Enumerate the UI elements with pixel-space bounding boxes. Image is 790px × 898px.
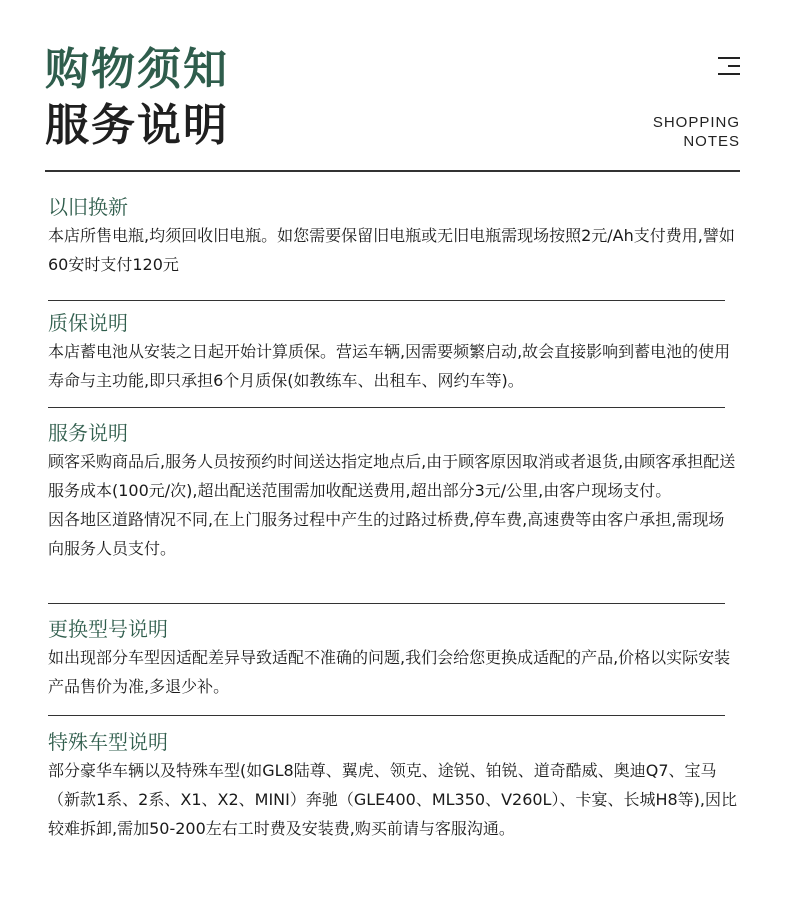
section-divider — [48, 715, 725, 716]
section-body — [48, 643, 738, 701]
section-divider — [48, 407, 725, 408]
section-title: 特殊车型说明 — [48, 730, 168, 754]
section-trade-in — [48, 193, 738, 279]
page-header — [0, 0, 790, 175]
section-model-change — [48, 615, 738, 701]
section-paragraph: 因各地区道路情况不同,在上门服务过程中产生的过路过桥费,停车费,高速费等由客户承担,需现场向服务人员支付。 — [48, 510, 725, 558]
section-title: 更换型号说明 — [48, 617, 168, 641]
section-body — [48, 447, 738, 563]
section-title: 服务说明 — [48, 421, 128, 445]
page-title-secondary: 服务说明 — [45, 100, 229, 151]
section-paragraph: 如出现部分车型因适配差异导致适配不准确的问题,我们会给您更换成适配的产品,价格以实际安装产品售价为准,多退少补。 — [48, 648, 731, 696]
section-paragraph: 顾客采购商品后,服务人员按预约时间送达指定地点后,由于顾客原因取消或者退货,由顾客承担配送服务成本(100元/次),超出配送范围需加收配送费用,超出部分3元/公里,由客户现场支付。 — [48, 452, 736, 500]
menu-icon[interactable] — [716, 57, 740, 75]
section-special-models — [48, 728, 738, 843]
english-subtitle — [653, 113, 740, 151]
section-paragraph: 部分豪华车辆以及特殊车型(如GL8陆尊、翼虎、领克、途锐、铂锐、道奇酷威、奥迪Q7、宝马（新款1系、2系、X1、X2、MINI）奔驰（GLE400、ML350、V260L）、卡宴、长城H8等),因比较难拆卸,需加50-200左右工时费及安装费,购买前请与客服沟通。 — [48, 761, 738, 838]
section-service — [48, 419, 738, 563]
section-divider — [48, 300, 725, 301]
header-divider — [45, 170, 740, 172]
section-body — [48, 221, 738, 279]
section-paragraph: 本店蓄电池从安装之日起开始计算质保。营运车辆,因需要频繁启动,故会直接影响到蓄电池的使用寿命与主功能,即只承担6个月质保(如教练车、出租车、网约车等)。 — [48, 342, 731, 390]
section-body — [48, 756, 738, 843]
section-warranty — [48, 309, 738, 395]
section-body — [48, 337, 738, 395]
english-subtitle-line2: NOTES — [683, 133, 740, 150]
page-title-primary: 购物须知 — [45, 44, 229, 95]
english-subtitle-line1: SHOPPING — [652, 114, 740, 131]
section-title: 质保说明 — [48, 311, 128, 335]
section-paragraph: 本店所售电瓶,均须回收旧电瓶。如您需要保留旧电瓶或无旧电瓶需现场按照2元/Ah支付费用,譬如60安时支付120元 — [48, 226, 735, 274]
section-divider — [48, 603, 725, 604]
section-title: 以旧换新 — [48, 195, 128, 219]
